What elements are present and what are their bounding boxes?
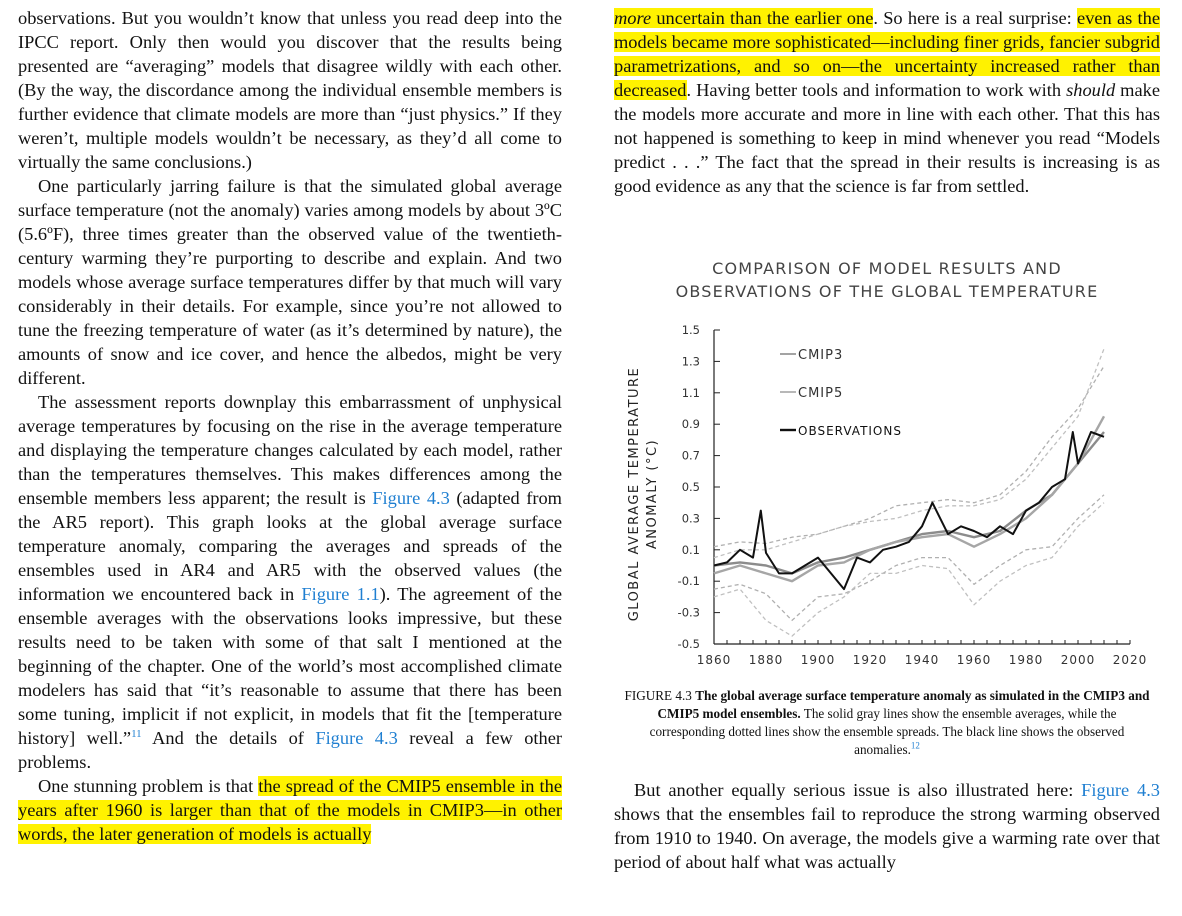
legend-label-observations: OBSERVATIONS [798,424,902,438]
text-run: And the details of [141,728,316,748]
y-tick-label: 1.5 [681,323,700,337]
paragraph: observations. But you wouldn’t know that unless you read deep into the IPCC report. Only then would you discover that the results being presented are “averaging” models that disagree wildly with each other. (By the way, the discordance among the individual ensemble members is further evidence that climate models are more than “just physics.” If they weren’t, multiple models wouldn’t be necessary, as they’d all come to virtually the same conclusions.) [18,8,562,172]
y-axis-label-line1: GLOBAL AVERAGE TEMPERATURE [627,366,642,622]
highlighted-text: the spread of the CMIP5 ensemble in the years after 1960 is larger than that of the models in CMIP3—in other words, the later generation of models is actually [18,776,562,844]
series-cmip5-spread-upper [714,349,1104,558]
y-tick-label: -0.5 [677,637,700,651]
plot-area [678,323,1148,667]
x-tick-label: 1940 [904,653,940,667]
paragraph [18,390,562,774]
figure-link[interactable]: Figure 4.3 [315,728,398,748]
series-cmip3-spread-upper [714,366,1104,547]
italic-text: should [1066,80,1116,100]
text-run: (adapted from the AR5 report). This graph looks at the global average surface temperature anomaly, comparing the averages and spreads of the ensembles used in AR4 and AR5 with the observed values (the information we encountered back in [18,488,562,604]
x-tick-label: 2000 [1060,653,1096,667]
left-text-column [18,6,562,846]
y-tick-label: 0.7 [681,448,700,463]
footnote-ref[interactable]: 11 [131,727,142,740]
text-run: reveal a few other problems. [18,728,562,772]
x-tick-label: 1920 [852,653,888,667]
series-cmip3 [714,432,1104,573]
legend-label-cmip3: CMIP3 [798,348,844,363]
y-tick-label: -0.3 [677,605,700,620]
x-tick-label: 1880 [748,653,784,667]
right-text-column [614,6,1160,198]
text-run: But another equally serious issue is also illustrated here: [634,780,1082,800]
chart-title-line1: COMPARISON OF MODEL RESULTS AND [712,259,1062,278]
y-axis-label-line2: ANOMALY (°C) [645,438,660,550]
paragraph [18,774,562,846]
caption-text: The solid gray lines show the ensemble averages, while the corresponding dotted lines show the ensemble spreads. The black line shows the observed anomalies. [649,706,1125,757]
legend-label-cmip5: CMIP5 [798,386,844,401]
x-tick-label: 1960 [956,653,992,667]
text-run: uncertain than the earlier one [651,8,874,28]
chart-legend [780,348,902,438]
series-cmip5-spread-lower [714,503,1104,636]
x-tick-label: 1860 [696,653,732,667]
text-run: ). The agreement of the ensemble averages with the observations looks impressive, but these results need to be taken with some of that salt I mentioned at the beginning of the chapter. One of the world’s most accomplished climate modelers has said that “it’s reasonable to assume that there has been some tuning, implicit if not explicit, in models that fit the [temperature history] well.” [18,584,562,748]
caption-bold: The global average surface temperature anomaly as simulated in the CMIP3 and CMIP5 model ensembles. [657,688,1150,721]
y-tick-label: 1.3 [681,354,700,369]
temperature-chart [614,252,1160,672]
y-tick-label: 0.1 [681,542,700,557]
text-run: One stunning problem is that [38,776,259,796]
text-run: make the models more accurate and more in line with each other. That this has not happened is something to keep in mind whenever you read “Models predict . . .” The fact that the spread in their results is increasing is as good evidence as any that the science is far from settled. [614,80,1160,196]
paragraph: One particularly jarring failure is that the simulated global average surface temperature (not the anomaly) varies among models by about 3ºC (5.6ºF), three times greater than the observed value of the twentieth-century warming they’re purporting to describe and explain. And two models whose average surface temperatures differ by that much will vary considerably in their details. For example, since you’re not allowed to tune the freezing temperature of water (as it’s determined by nature), the amounts of snow and ice cover, and hence the albedos, might be very different. [18,176,562,388]
x-tick-label: 1900 [800,653,836,667]
figure-link[interactable]: Figure 4.3 [1081,780,1160,800]
highlighted-text [614,8,873,28]
figure-link[interactable]: Figure 4.3 [372,488,450,508]
figure-caption [620,687,1154,759]
y-tick-label: 0.9 [681,417,700,432]
y-tick-label: 0.3 [681,511,700,526]
text-run: shows that the ensembles fail to reproduce the strong warming observed from 1910 to 1940. On average, the models give a warming rate over that period of about half what was actually [614,804,1160,872]
text-run: . Having better tools and information to work with [686,80,1067,100]
figure-link[interactable]: Figure 1.1 [301,584,380,604]
chart-title-line2: OBSERVATIONS OF THE GLOBAL TEMPERATURE [675,282,1099,301]
series-cmip3-spread-lower [714,495,1104,621]
caption-label: FIGURE 4.3 [624,688,692,703]
highlighted-text: even as the models became more sophisticated—including finer grids, fancier subgrid parametrizations, and so on—the uncertainty increased rather than decreased [614,8,1161,100]
paragraph [614,778,1160,874]
right-text-column-bottom [614,778,1160,874]
x-tick-label: 1980 [1008,653,1044,667]
y-tick-label: 0.5 [681,480,700,494]
y-tick-label: 1.1 [681,385,700,400]
footnote-ref[interactable]: 12 [910,740,920,751]
x-tick-label: 2020 [1112,653,1148,667]
y-tick-label: -0.1 [677,574,700,589]
text-run: . So here is a real surprise: [873,8,1078,28]
paragraph [614,6,1160,198]
text-run: The assessment reports downplay this embarrassment of unphysical average temperatures by focusing on the rise in the average temperature and displaying the temperature changes calculated by each model, rather than the temperatures themselves. This makes differences among the ensemble members less apparent; the result is [18,392,562,508]
italic-text: more [614,8,652,28]
